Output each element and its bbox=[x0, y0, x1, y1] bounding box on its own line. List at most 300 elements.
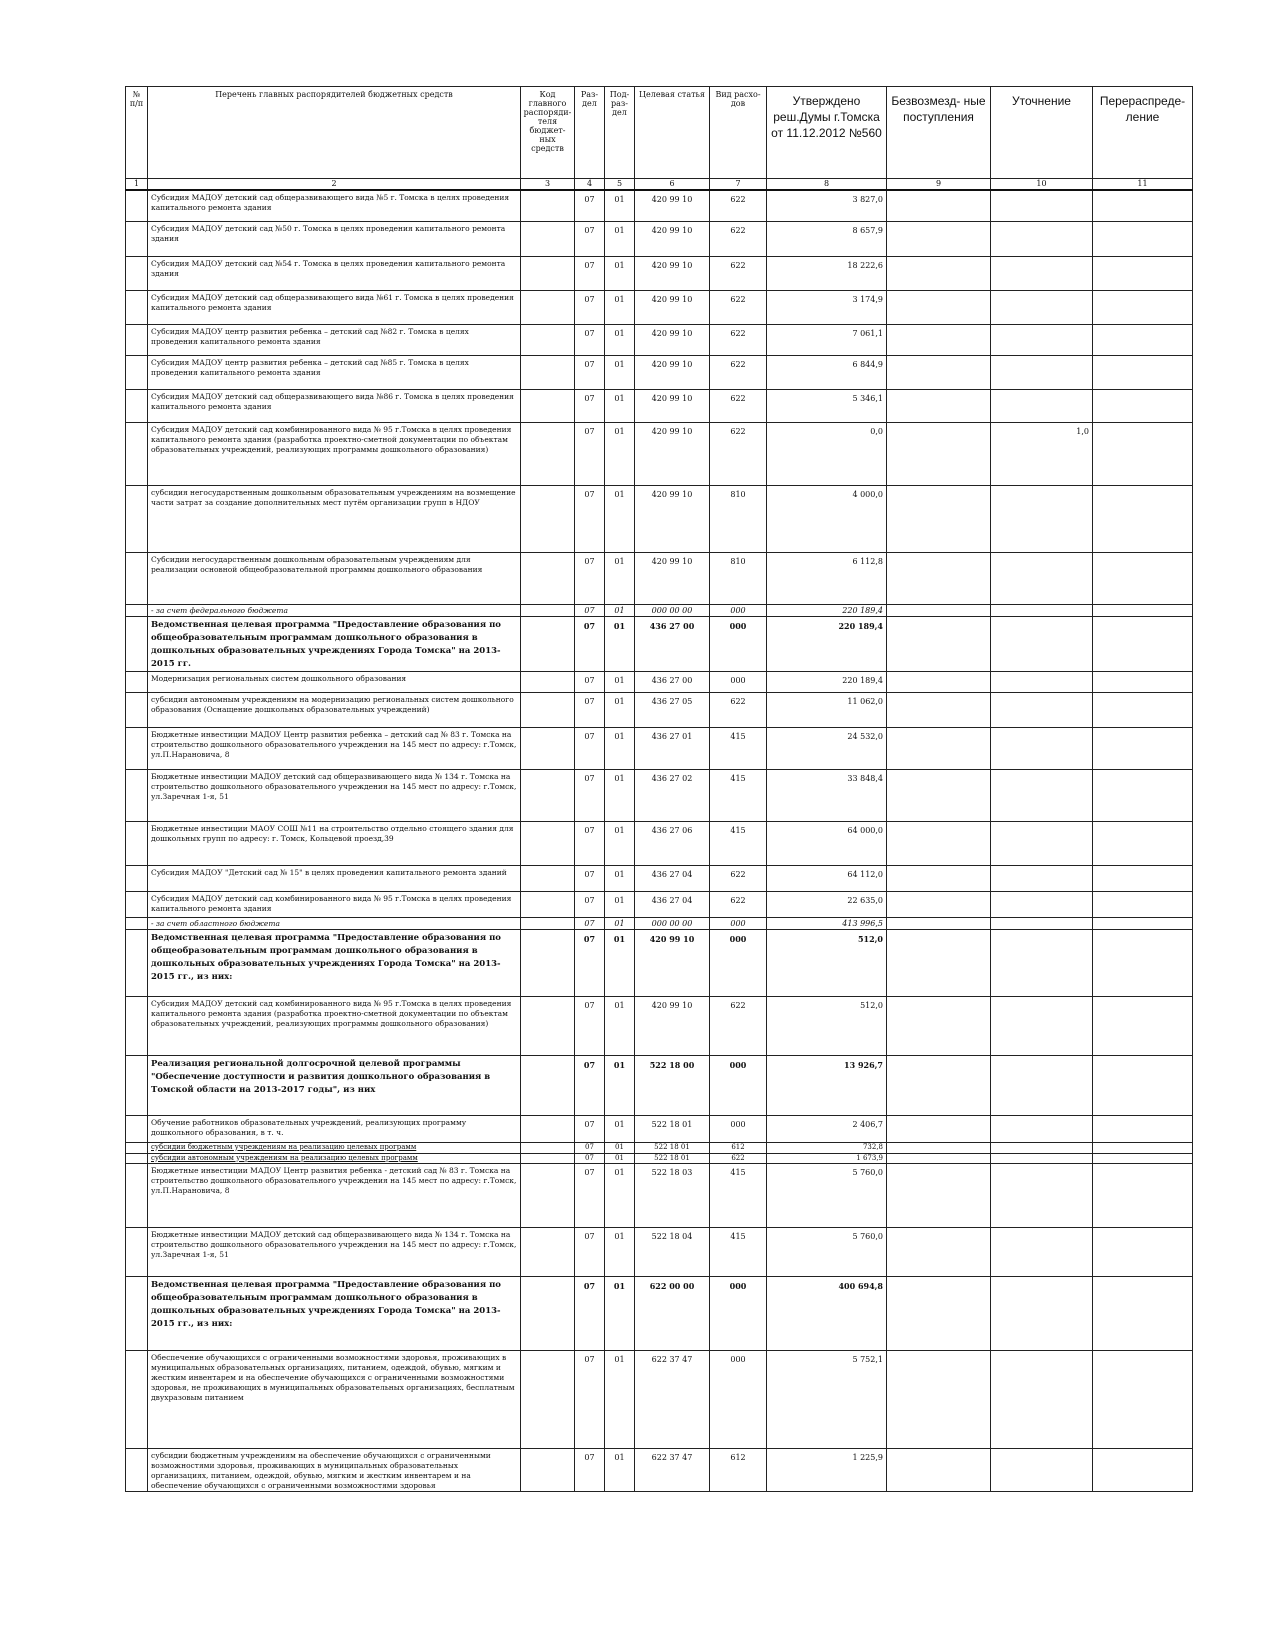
cell-section: 07 bbox=[575, 917, 605, 929]
cell-exp-type: 622 bbox=[710, 324, 767, 355]
cell-exp-type: 622 bbox=[710, 256, 767, 290]
table-row bbox=[126, 1227, 1193, 1276]
cell-approved: 220 189,4 bbox=[767, 671, 887, 692]
header-num: № п/п bbox=[126, 87, 148, 179]
row-name: Бюджетные инвестиции МАОУ СОШ №11 на строительство отдельно стоящего здания для дошкольных групп по адресу: г. Томск, Кольцевой проезд,39 bbox=[148, 821, 521, 865]
cell-redistribution bbox=[1093, 1448, 1193, 1491]
cell-exp-type: 000 bbox=[710, 604, 767, 616]
cell-clarification bbox=[991, 485, 1093, 552]
cell-section: 07 bbox=[575, 290, 605, 324]
row-name: Субсидия МАДОУ детский сад общеразвивающего вида №86 г. Томска в целях проведения капитального ремонта здания bbox=[148, 389, 521, 422]
cell-target: 522 18 01 bbox=[635, 1115, 710, 1142]
cell-exp-type: 612 bbox=[710, 1448, 767, 1491]
cell-code bbox=[521, 1153, 575, 1163]
cell-gratuitous bbox=[887, 290, 991, 324]
cell-approved: 13 926,7 bbox=[767, 1055, 887, 1115]
row-name: Обучение работников образовательных учреждений, реализующих программу дошкольного образования, в т. ч. bbox=[148, 1115, 521, 1142]
cell-target: 522 18 04 bbox=[635, 1227, 710, 1276]
cell-gratuitous bbox=[887, 221, 991, 256]
cell-approved: 5 752,1 bbox=[767, 1350, 887, 1448]
row-num-cell bbox=[126, 865, 148, 891]
cell-clarification bbox=[991, 891, 1093, 917]
cell-section: 07 bbox=[575, 485, 605, 552]
cell-redistribution bbox=[1093, 891, 1193, 917]
cell-approved: 5 760,0 bbox=[767, 1227, 887, 1276]
cell-section: 07 bbox=[575, 727, 605, 769]
cell-redistribution bbox=[1093, 1142, 1193, 1153]
cell-target: 622 37 47 bbox=[635, 1448, 710, 1491]
row-name: субсидии автономным учреждениям на реализацию целевых программ bbox=[148, 1153, 521, 1163]
cell-section: 07 bbox=[575, 1448, 605, 1491]
cell-subsection: 01 bbox=[605, 1227, 635, 1276]
cell-clarification bbox=[991, 996, 1093, 1055]
cell-code bbox=[521, 1448, 575, 1491]
header-target: Целевая статья bbox=[635, 87, 710, 179]
cell-clarification bbox=[991, 552, 1093, 604]
cell-subsection: 01 bbox=[605, 604, 635, 616]
cell-subsection: 01 bbox=[605, 917, 635, 929]
cell-approved: 18 222,6 bbox=[767, 256, 887, 290]
cell-gratuitous bbox=[887, 256, 991, 290]
cell-redistribution bbox=[1093, 865, 1193, 891]
row-name: субсидии бюджетным учреждениям на обеспечение обучающихся с ограниченными возможностями здоровья, проживающих в муниципальных образовательных организациях, питанием, одеждой, обувью, мягким и жестким инвентарем и на обеспечение обучающихся с ограниченными возможностями здоровья bbox=[148, 1448, 521, 1491]
cell-code bbox=[521, 917, 575, 929]
row-name: - за счет областного бюджета bbox=[148, 917, 521, 929]
cell-target: 000 00 00 bbox=[635, 604, 710, 616]
cell-code bbox=[521, 821, 575, 865]
cell-approved: 2 406,7 bbox=[767, 1115, 887, 1142]
cell-target: 420 99 10 bbox=[635, 324, 710, 355]
cell-exp-type: 000 bbox=[710, 671, 767, 692]
cell-subsection: 01 bbox=[605, 1448, 635, 1491]
cell-target: 420 99 10 bbox=[635, 190, 710, 221]
cell-section: 07 bbox=[575, 324, 605, 355]
cell-clarification bbox=[991, 865, 1093, 891]
cell-exp-type: 415 bbox=[710, 769, 767, 821]
cell-exp-type: 000 bbox=[710, 616, 767, 671]
cell-gratuitous bbox=[887, 917, 991, 929]
cell-gratuitous bbox=[887, 1055, 991, 1115]
cell-target: 522 18 03 bbox=[635, 1163, 710, 1227]
cell-target: 522 18 01 bbox=[635, 1153, 710, 1163]
cell-approved: 6 112,8 bbox=[767, 552, 887, 604]
table-row bbox=[126, 389, 1193, 422]
cell-redistribution bbox=[1093, 604, 1193, 616]
cell-exp-type: 000 bbox=[710, 929, 767, 996]
row-name: субсидия негосударственным дошкольным образовательным учреждениям на возмещение части затрат за создание дополнительных мест путём организации групп в НДОУ bbox=[148, 485, 521, 552]
cell-gratuitous bbox=[887, 1115, 991, 1142]
cell-exp-type: 622 bbox=[710, 692, 767, 727]
cell-section: 07 bbox=[575, 1115, 605, 1142]
cell-exp-type: 415 bbox=[710, 821, 767, 865]
cell-clarification bbox=[991, 355, 1093, 389]
cell-section: 07 bbox=[575, 769, 605, 821]
cell-section: 07 bbox=[575, 1276, 605, 1350]
row-num-cell bbox=[126, 422, 148, 485]
cell-approved: 413 996,5 bbox=[767, 917, 887, 929]
cell-clarification bbox=[991, 1115, 1093, 1142]
cell-code bbox=[521, 290, 575, 324]
cell-target: 420 99 10 bbox=[635, 422, 710, 485]
row-num-cell bbox=[126, 485, 148, 552]
cell-subsection: 01 bbox=[605, 221, 635, 256]
cell-exp-type: 612 bbox=[710, 1142, 767, 1153]
cell-section: 07 bbox=[575, 671, 605, 692]
cell-section: 07 bbox=[575, 692, 605, 727]
cell-exp-type: 415 bbox=[710, 1163, 767, 1227]
cell-redistribution bbox=[1093, 389, 1193, 422]
col-number: 6 bbox=[635, 179, 710, 191]
cell-redistribution bbox=[1093, 1163, 1193, 1227]
row-num-cell bbox=[126, 692, 148, 727]
table-row bbox=[126, 290, 1193, 324]
cell-approved: 8 657,9 bbox=[767, 221, 887, 256]
cell-approved: 5 346,1 bbox=[767, 389, 887, 422]
column-number-row bbox=[126, 179, 1193, 191]
table-row bbox=[126, 891, 1193, 917]
cell-subsection: 01 bbox=[605, 1163, 635, 1227]
cell-approved: 512,0 bbox=[767, 929, 887, 996]
cell-gratuitous bbox=[887, 324, 991, 355]
cell-gratuitous bbox=[887, 1153, 991, 1163]
cell-redistribution bbox=[1093, 190, 1193, 221]
cell-subsection: 01 bbox=[605, 290, 635, 324]
row-name: Субсидии негосударственным дошкольным образовательным учреждениям для реализации основной общеобразовательной программы дошкольного образования bbox=[148, 552, 521, 604]
row-num-cell bbox=[126, 769, 148, 821]
row-num-cell bbox=[126, 1163, 148, 1227]
table-row bbox=[126, 355, 1193, 389]
cell-redistribution bbox=[1093, 1115, 1193, 1142]
cell-code bbox=[521, 1115, 575, 1142]
cell-approved: 64 000,0 bbox=[767, 821, 887, 865]
cell-approved: 1 225,9 bbox=[767, 1448, 887, 1491]
cell-subsection: 01 bbox=[605, 929, 635, 996]
cell-redistribution bbox=[1093, 616, 1193, 671]
table-row bbox=[126, 616, 1193, 671]
col-number: 7 bbox=[710, 179, 767, 191]
cell-redistribution bbox=[1093, 256, 1193, 290]
cell-target: 436 27 01 bbox=[635, 727, 710, 769]
cell-gratuitous bbox=[887, 891, 991, 917]
cell-clarification bbox=[991, 190, 1093, 221]
cell-subsection: 01 bbox=[605, 324, 635, 355]
cell-subsection: 01 bbox=[605, 865, 635, 891]
cell-target: 420 99 10 bbox=[635, 996, 710, 1055]
cell-exp-type: 000 bbox=[710, 1350, 767, 1448]
cell-redistribution bbox=[1093, 290, 1193, 324]
cell-subsection: 01 bbox=[605, 1115, 635, 1142]
cell-clarification bbox=[991, 1163, 1093, 1227]
cell-subsection: 01 bbox=[605, 256, 635, 290]
row-num-cell bbox=[126, 1350, 148, 1448]
header-name: Перечень главных распорядителей бюджетных средств bbox=[148, 87, 521, 179]
cell-exp-type: 000 bbox=[710, 1115, 767, 1142]
cell-redistribution bbox=[1093, 422, 1193, 485]
cell-subsection: 01 bbox=[605, 692, 635, 727]
cell-target: 420 99 10 bbox=[635, 355, 710, 389]
cell-code bbox=[521, 604, 575, 616]
cell-target: 622 37 47 bbox=[635, 1350, 710, 1448]
header-redistribution: Перераспреде- ление bbox=[1093, 87, 1193, 179]
cell-code bbox=[521, 422, 575, 485]
cell-target: 436 27 00 bbox=[635, 671, 710, 692]
cell-subsection: 01 bbox=[605, 552, 635, 604]
cell-gratuitous bbox=[887, 692, 991, 727]
row-name: Бюджетные инвестиции МАДОУ детский сад общеразвивающего вида № 134 г. Томска на строительство дошкольного образовательного учреждения на 145 мест по адресу: г.Томск, ул.Заречная 1-я, 51 bbox=[148, 1227, 521, 1276]
row-name: Модернизация региональных систем дошкольного образования bbox=[148, 671, 521, 692]
row-num-cell bbox=[126, 1448, 148, 1491]
row-num-cell bbox=[126, 1142, 148, 1153]
row-name: Субсидия МАДОУ центр развития ребенка – детский сад №82 г. Томска в целях проведения капитального ремонта здания bbox=[148, 324, 521, 355]
cell-code bbox=[521, 221, 575, 256]
cell-gratuitous bbox=[887, 821, 991, 865]
cell-clarification bbox=[991, 221, 1093, 256]
cell-code bbox=[521, 671, 575, 692]
cell-clarification bbox=[991, 256, 1093, 290]
cell-clarification bbox=[991, 389, 1093, 422]
cell-section: 07 bbox=[575, 891, 605, 917]
table-row bbox=[126, 552, 1193, 604]
cell-code bbox=[521, 256, 575, 290]
cell-target: 420 99 10 bbox=[635, 290, 710, 324]
cell-exp-type: 415 bbox=[710, 1227, 767, 1276]
cell-section: 07 bbox=[575, 355, 605, 389]
cell-approved: 400 694,8 bbox=[767, 1276, 887, 1350]
row-name: Ведомственная целевая программа "Предоставление образования по общеобразовательным программам дошкольного образования в дошкольных образовательных учреждениях Города Томска" на 2013-2015 гг. bbox=[148, 616, 521, 671]
table-row bbox=[126, 996, 1193, 1055]
row-num-cell bbox=[126, 1055, 148, 1115]
table-row bbox=[126, 256, 1193, 290]
cell-redistribution bbox=[1093, 769, 1193, 821]
cell-section: 07 bbox=[575, 221, 605, 256]
cell-exp-type: 622 bbox=[710, 891, 767, 917]
cell-section: 07 bbox=[575, 256, 605, 290]
cell-redistribution bbox=[1093, 485, 1193, 552]
cell-section: 07 bbox=[575, 996, 605, 1055]
cell-approved: 220 189,4 bbox=[767, 616, 887, 671]
header-clarification: Уточнение bbox=[991, 87, 1093, 179]
cell-code bbox=[521, 865, 575, 891]
cell-subsection: 01 bbox=[605, 355, 635, 389]
row-name: Субсидия МАДОУ детский сад общеразвивающего вида №61 г. Томска в целях проведения капитального ремонта здания bbox=[148, 290, 521, 324]
cell-redistribution bbox=[1093, 917, 1193, 929]
cell-redistribution bbox=[1093, 324, 1193, 355]
cell-code bbox=[521, 891, 575, 917]
cell-redistribution bbox=[1093, 692, 1193, 727]
cell-approved: 1 673,9 bbox=[767, 1153, 887, 1163]
row-name: субсидии бюджетным учреждениям на реализацию целевых программ bbox=[148, 1142, 521, 1153]
cell-approved: 33 848,4 bbox=[767, 769, 887, 821]
cell-redistribution bbox=[1093, 355, 1193, 389]
cell-subsection: 01 bbox=[605, 485, 635, 552]
cell-target: 522 18 01 bbox=[635, 1142, 710, 1153]
cell-approved: 3 174,9 bbox=[767, 290, 887, 324]
table-row bbox=[126, 190, 1193, 221]
row-num-cell bbox=[126, 929, 148, 996]
cell-clarification bbox=[991, 727, 1093, 769]
cell-code bbox=[521, 616, 575, 671]
cell-approved: 5 760,0 bbox=[767, 1163, 887, 1227]
row-name: Субсидия МАДОУ детский сад №50 г. Томска в целях проведения капитального ремонта здания bbox=[148, 221, 521, 256]
cell-subsection: 01 bbox=[605, 1276, 635, 1350]
cell-approved: 64 112,0 bbox=[767, 865, 887, 891]
cell-exp-type: 000 bbox=[710, 1055, 767, 1115]
cell-clarification bbox=[991, 1153, 1093, 1163]
cell-target: 436 27 00 bbox=[635, 616, 710, 671]
cell-subsection: 01 bbox=[605, 389, 635, 422]
cell-code bbox=[521, 190, 575, 221]
cell-exp-type: 622 bbox=[710, 190, 767, 221]
row-num-cell bbox=[126, 1276, 148, 1350]
row-num-cell bbox=[126, 1227, 148, 1276]
cell-gratuitous bbox=[887, 1163, 991, 1227]
table-row bbox=[126, 1350, 1193, 1448]
header-code: Код главного распоряди- теля бюджет- ных средств bbox=[521, 87, 575, 179]
row-num-cell bbox=[126, 221, 148, 256]
row-name: субсидия автономным учреждениям на модернизацию региональных систем дошкольного образования (Оснащение дошкольных образовательных учреждений) bbox=[148, 692, 521, 727]
cell-gratuitous bbox=[887, 929, 991, 996]
row-num-cell bbox=[126, 616, 148, 671]
cell-target: 420 99 10 bbox=[635, 221, 710, 256]
row-num-cell bbox=[126, 324, 148, 355]
cell-approved: 6 844,9 bbox=[767, 355, 887, 389]
cell-section: 07 bbox=[575, 1163, 605, 1227]
cell-code bbox=[521, 355, 575, 389]
cell-exp-type: 622 bbox=[710, 290, 767, 324]
cell-subsection: 01 bbox=[605, 616, 635, 671]
cell-gratuitous bbox=[887, 1227, 991, 1276]
table-row bbox=[126, 769, 1193, 821]
cell-subsection: 01 bbox=[605, 769, 635, 821]
cell-subsection: 01 bbox=[605, 190, 635, 221]
row-num-cell bbox=[126, 355, 148, 389]
cell-redistribution bbox=[1093, 727, 1193, 769]
cell-approved: 22 635,0 bbox=[767, 891, 887, 917]
cell-redistribution bbox=[1093, 671, 1193, 692]
table-row bbox=[126, 221, 1193, 256]
table-body bbox=[126, 190, 1193, 1491]
table-row bbox=[126, 727, 1193, 769]
cell-code bbox=[521, 996, 575, 1055]
table-row bbox=[126, 485, 1193, 552]
cell-gratuitous bbox=[887, 389, 991, 422]
cell-code bbox=[521, 324, 575, 355]
cell-clarification bbox=[991, 1055, 1093, 1115]
cell-subsection: 01 bbox=[605, 821, 635, 865]
cell-target: 436 27 04 bbox=[635, 891, 710, 917]
row-name: Бюджетные инвестиции МАДОУ детский сад общеразвивающего вида № 134 г. Томска на строительство дошкольного образовательного учреждения на 145 мест по адресу: г.Томск, ул.Заречная 1-я, 51 bbox=[148, 769, 521, 821]
cell-code bbox=[521, 552, 575, 604]
cell-target: 436 27 06 bbox=[635, 821, 710, 865]
cell-section: 07 bbox=[575, 929, 605, 996]
cell-gratuitous bbox=[887, 604, 991, 616]
cell-clarification bbox=[991, 1350, 1093, 1448]
table-row bbox=[126, 917, 1193, 929]
cell-section: 07 bbox=[575, 821, 605, 865]
cell-clarification bbox=[991, 769, 1093, 821]
cell-code bbox=[521, 1163, 575, 1227]
table-row bbox=[126, 324, 1193, 355]
row-num-cell bbox=[126, 917, 148, 929]
cell-gratuitous bbox=[887, 355, 991, 389]
row-name: Бюджетные инвестиции МАДОУ Центр развития ребенка - детский сад № 83 г. Томска на строительство дошкольного образовательного учреждения на 145 мест по адресу: г.Томск, ул.П.Нарановича, 8 bbox=[148, 1163, 521, 1227]
cell-target: 420 99 10 bbox=[635, 552, 710, 604]
row-num-cell bbox=[126, 1115, 148, 1142]
cell-section: 07 bbox=[575, 1227, 605, 1276]
cell-gratuitous bbox=[887, 1142, 991, 1153]
cell-target: 420 99 10 bbox=[635, 929, 710, 996]
table-row bbox=[126, 671, 1193, 692]
table-row bbox=[126, 422, 1193, 485]
cell-clarification bbox=[991, 290, 1093, 324]
row-num-cell bbox=[126, 604, 148, 616]
cell-clarification bbox=[991, 616, 1093, 671]
row-num-cell bbox=[126, 552, 148, 604]
cell-code bbox=[521, 1227, 575, 1276]
header-approved: Утверждено реш.Думы г.Томска от 11.12.2012 №560 bbox=[767, 87, 887, 179]
row-name: Ведомственная целевая программа "Предоставление образования по общеобразовательным программам дошкольного образования в дошкольных образовательных учреждениях Города Томска" на 2013-2015 гг., из них: bbox=[148, 1276, 521, 1350]
cell-subsection: 01 bbox=[605, 671, 635, 692]
cell-exp-type: 622 bbox=[710, 1153, 767, 1163]
cell-redistribution bbox=[1093, 1227, 1193, 1276]
cell-section: 07 bbox=[575, 389, 605, 422]
budget-table bbox=[125, 86, 1193, 1492]
cell-approved: 11 062,0 bbox=[767, 692, 887, 727]
col-number: 11 bbox=[1093, 179, 1193, 191]
cell-gratuitous bbox=[887, 1276, 991, 1350]
cell-redistribution bbox=[1093, 1350, 1193, 1448]
cell-section: 07 bbox=[575, 604, 605, 616]
row-num-cell bbox=[126, 671, 148, 692]
header-gratuitous: Безвозмезд- ные поступления bbox=[887, 87, 991, 179]
cell-approved: 24 532,0 bbox=[767, 727, 887, 769]
cell-target: 420 99 10 bbox=[635, 256, 710, 290]
row-num-cell bbox=[126, 190, 148, 221]
table-row bbox=[126, 1055, 1193, 1115]
cell-clarification bbox=[991, 692, 1093, 727]
row-name: - за счет федерального бюджета bbox=[148, 604, 521, 616]
cell-exp-type: 000 bbox=[710, 917, 767, 929]
table-row bbox=[126, 1276, 1193, 1350]
cell-section: 07 bbox=[575, 865, 605, 891]
cell-section: 07 bbox=[575, 552, 605, 604]
cell-clarification bbox=[991, 1227, 1093, 1276]
cell-section: 07 bbox=[575, 1153, 605, 1163]
cell-gratuitous bbox=[887, 996, 991, 1055]
cell-approved: 732,8 bbox=[767, 1142, 887, 1153]
col-number: 2 bbox=[148, 179, 521, 191]
cell-redistribution bbox=[1093, 552, 1193, 604]
cell-redistribution bbox=[1093, 1153, 1193, 1163]
row-num-cell bbox=[126, 727, 148, 769]
cell-redistribution bbox=[1093, 821, 1193, 865]
cell-gratuitous bbox=[887, 422, 991, 485]
row-num-cell bbox=[126, 256, 148, 290]
header-subsection: Под- раз- дел bbox=[605, 87, 635, 179]
cell-code bbox=[521, 1350, 575, 1448]
cell-exp-type: 622 bbox=[710, 865, 767, 891]
row-name: Обеспечение обучающихся с ограниченными возможностями здоровья, проживающих в муниципальных образовательных организациях, питанием, одеждой, обувью, мягким и жестким инвентарем и на обеспечение обучающихся с ограниченными возможностями здоровья, не проживающих в муниципальных образовательных организациях, бесплатным двухразовым питанием bbox=[148, 1350, 521, 1448]
cell-redistribution bbox=[1093, 929, 1193, 996]
cell-subsection: 01 bbox=[605, 727, 635, 769]
cell-exp-type: 622 bbox=[710, 422, 767, 485]
row-name: Субсидия МАДОУ центр развития ребенка – детский сад №85 г. Томска в целях проведения капитального ремонта здания bbox=[148, 355, 521, 389]
row-name: Субсидия МАДОУ "Детский сад № 15" в целях проведения капитального ремонта зданий bbox=[148, 865, 521, 891]
row-num-cell bbox=[126, 891, 148, 917]
cell-gratuitous bbox=[887, 727, 991, 769]
cell-target: 522 18 00 bbox=[635, 1055, 710, 1115]
table-row bbox=[126, 1142, 1193, 1153]
